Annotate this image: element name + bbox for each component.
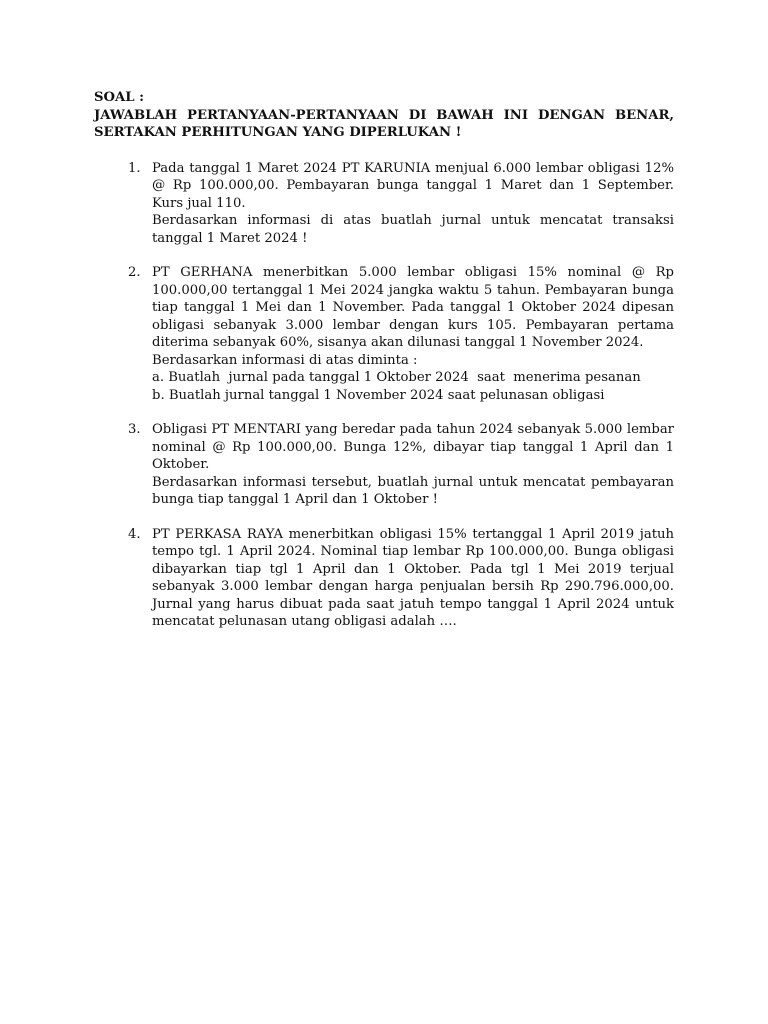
question-3 <box>94 421 674 509</box>
sub-item-a: a. Buatlah jurnal pada tanggal 1 Oktober 2024 saat menerima pesanan <box>152 370 641 385</box>
sub-item-b: b. Buatlah jurnal tanggal 1 November 2024 saat pelunasan obligasi <box>152 387 605 403</box>
question-number: 2. <box>128 265 141 280</box>
question-number: 1. <box>128 160 141 176</box>
question-paragraph: Berdasarkan informasi di atas buatlah jurnal untuk mencatat transaksi tanggal 1 Maret 2024 ! <box>152 213 674 246</box>
question-list <box>94 160 674 631</box>
question-paragraph: Pada tanggal 1 Maret 2024 PT KARUNIA menjual 6.000 lembar obligasi 12% @ Rp 100.000,00. Pembayaran bunga tanggal 1 Maret dan 1 September. Kurs jual 110. <box>152 160 674 211</box>
document-content <box>94 89 674 631</box>
question-1 <box>94 160 674 248</box>
question-paragraph: PT PERKASA RAYA menerbitkan obligasi 15% tertanggal 1 April 2019 jatuh tempo tgl. 1 April 2024. Nominal tiap lembar Rp 100.000,00. Bunga obligasi dibayarkan tiap tgl 1 April dan 1 Oktober. Pada tgl 1 Mei 2019 terjual sebanyak 3.000 lembar dengan harga penjualan bersih Rp 290.796.000,00. Jurnal yang harus dibuat pada saat jatuh tempo tanggal 1 April 2024 untuk mencatat pelunasan utang obligasi adalah …. <box>152 526 674 629</box>
question-paragraph: Berdasarkan informasi tersebut, buatlah jurnal untuk mencatat pembayaran bunga tiap tanggal 1 April dan 1 Oktober ! <box>152 474 674 507</box>
instruction-text: JAWABLAH PERTANYAAN-PERTANYAAN DI BAWAH INI DENGAN BENAR, SERTAKAN PERHITUNGAN YANG DIPERLUKAN ! <box>94 107 674 140</box>
question-4 <box>94 526 674 631</box>
question-number: 3. <box>128 422 141 437</box>
question-2 <box>94 264 674 404</box>
question-number: 4. <box>128 526 141 542</box>
question-paragraph: PT GERHANA menerbitkan 5.000 lembar obligasi 15% nominal @ Rp 100.000,00 tertanggal 1 Mei 2024 jangka waktu 5 tahun. Pembayaran bunga tiap tanggal 1 Mei dan 1 November. Pada tanggal 1 Oktober 2024 dipesan obligasi sebanyak 3.000 lembar dengan kurs 105. Pembayaran pertama diterima sebanyak 60%, sisanya akan dilunasi tanggal 1 November 2024. <box>152 265 674 350</box>
section-heading: SOAL : <box>94 90 144 105</box>
question-paragraph: Obligasi PT MENTARI yang beredar pada tahun 2024 sebanyak 5.000 lembar nominal @ Rp 100.000,00. Bunga 12%, dibayar tiap tanggal 1 April dan 1 Oktober. <box>152 422 674 472</box>
question-paragraph: Berdasarkan informasi di atas diminta : <box>152 352 418 368</box>
